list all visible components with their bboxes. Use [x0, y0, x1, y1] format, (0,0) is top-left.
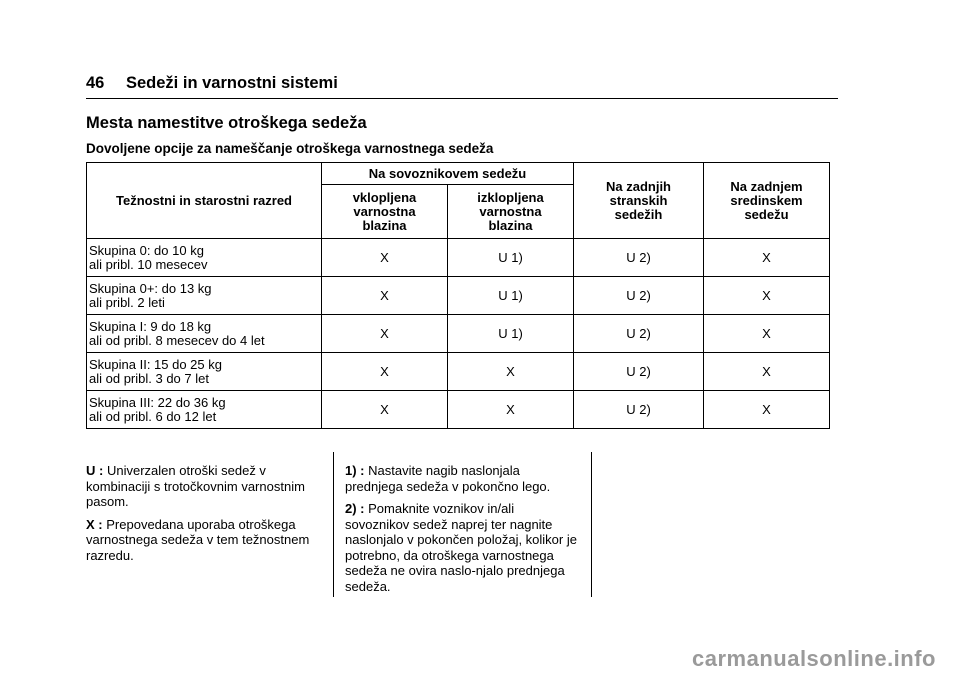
header-rear-side: Na zadnjih stranskih sedežih [574, 163, 704, 239]
cell-group [87, 277, 322, 315]
column-divider [591, 452, 592, 597]
page-number: 46 [86, 74, 105, 92]
cell-rear-side: U 2) [574, 315, 704, 353]
header-airbag-off: izklopljena varnostna blazina [448, 185, 574, 239]
group-weight: Skupina III: 22 do 36 kg [89, 394, 226, 410]
group-weight: Skupina 0+: do 13 kg [89, 280, 212, 296]
cell-airbag-off: X [448, 353, 574, 391]
table-subtitle: Dovoljene opcije za nameščanje otroškega varnostnega sedeža [86, 141, 494, 156]
cell-rear-side: U 2) [574, 391, 704, 429]
cell-rear-center: X [704, 353, 830, 391]
footnote-text: Pomaknite voznikov in/ali sovoznikov sedež naprej ter nagnite naslonjalo v pokončen položaj, kolikor je potrebno, da otroškega varnostnega sedeža ne ovira naslo-njalo prednjega sedeža. [345, 501, 577, 594]
group-age: ali od pribl. 6 do 12 let [89, 408, 217, 424]
cell-airbag-on: X [322, 353, 448, 391]
cell-rear-center: X [704, 315, 830, 353]
cell-rear-side: U 2) [574, 277, 704, 315]
cell-airbag-off: U 1) [448, 315, 574, 353]
legend-u [86, 463, 326, 510]
cell-airbag-on: X [322, 391, 448, 429]
cell-airbag-on: X [322, 315, 448, 353]
cell-airbag-off: U 1) [448, 239, 574, 277]
legend-key: U : [86, 463, 104, 478]
legend-x [86, 517, 326, 564]
table-row [87, 277, 830, 315]
notes-legend [86, 463, 326, 570]
group-weight: Skupina 0: do 10 kg [89, 242, 204, 258]
legend-text: Univerzalen otroški sedež v kombinaciji s trotočkovnim varnostnim pasom. [86, 463, 305, 509]
cell-airbag-off: X [448, 391, 574, 429]
footnote-2 [345, 501, 581, 594]
cell-rear-side: U 2) [574, 239, 704, 277]
watermark: carmanualsonline.info [692, 646, 936, 671]
cell-rear-center: X [704, 391, 830, 429]
footnote-key: 1) : [345, 463, 365, 478]
footnote-key: 2) : [345, 501, 365, 516]
group-weight: Skupina I: 9 do 18 kg [89, 318, 212, 334]
table-row [87, 239, 830, 277]
cell-group [87, 315, 322, 353]
footnote-1 [345, 463, 581, 494]
group-age: ali od pribl. 3 do 7 let [89, 370, 209, 386]
header-rear-center: Na zadnjem sredinskem sedežu [704, 163, 830, 239]
column-divider [333, 452, 334, 597]
cell-airbag-off: U 1) [448, 277, 574, 315]
footnote-text: Nastavite nagib naslonjala prednjega sedeža v pokončno lego. [345, 463, 551, 494]
notes-footnotes [345, 463, 581, 601]
legend-key: X : [86, 516, 103, 532]
group-age: ali od pribl. 8 mesecev do 4 let [89, 332, 265, 348]
cell-airbag-on: X [322, 277, 448, 315]
group-weight: Skupina II: 15 do 25 kg [89, 356, 222, 372]
header-airbag-on: vklopljena varnostna blazina [322, 185, 448, 239]
page-header [86, 72, 838, 99]
cell-rear-center: X [704, 277, 830, 315]
group-age: ali pribl. 2 leti [89, 294, 165, 310]
section-title: Mesta namestitve otroškega sedeža [86, 114, 367, 132]
cell-group [87, 391, 322, 429]
header-group-class: Težnostni in starostni razred [87, 163, 322, 239]
child-seat-table [86, 162, 830, 429]
table-row [87, 391, 830, 429]
table-row [87, 315, 830, 353]
cell-rear-center: X [704, 239, 830, 277]
group-age: ali pribl. 10 mesecev [89, 256, 208, 272]
table-row [87, 353, 830, 391]
cell-rear-side: U 2) [574, 353, 704, 391]
cell-group [87, 353, 322, 391]
header-front-passenger: Na sovoznikovem sedežu [322, 163, 574, 185]
legend-text: Prepovedana uporaba otroškega varnostnega sedeža v tem težnostnem razredu. [86, 516, 310, 563]
chapter-title: Sedeži in varnostni sistemi [126, 74, 338, 92]
cell-group [87, 239, 322, 277]
cell-airbag-on: X [322, 239, 448, 277]
